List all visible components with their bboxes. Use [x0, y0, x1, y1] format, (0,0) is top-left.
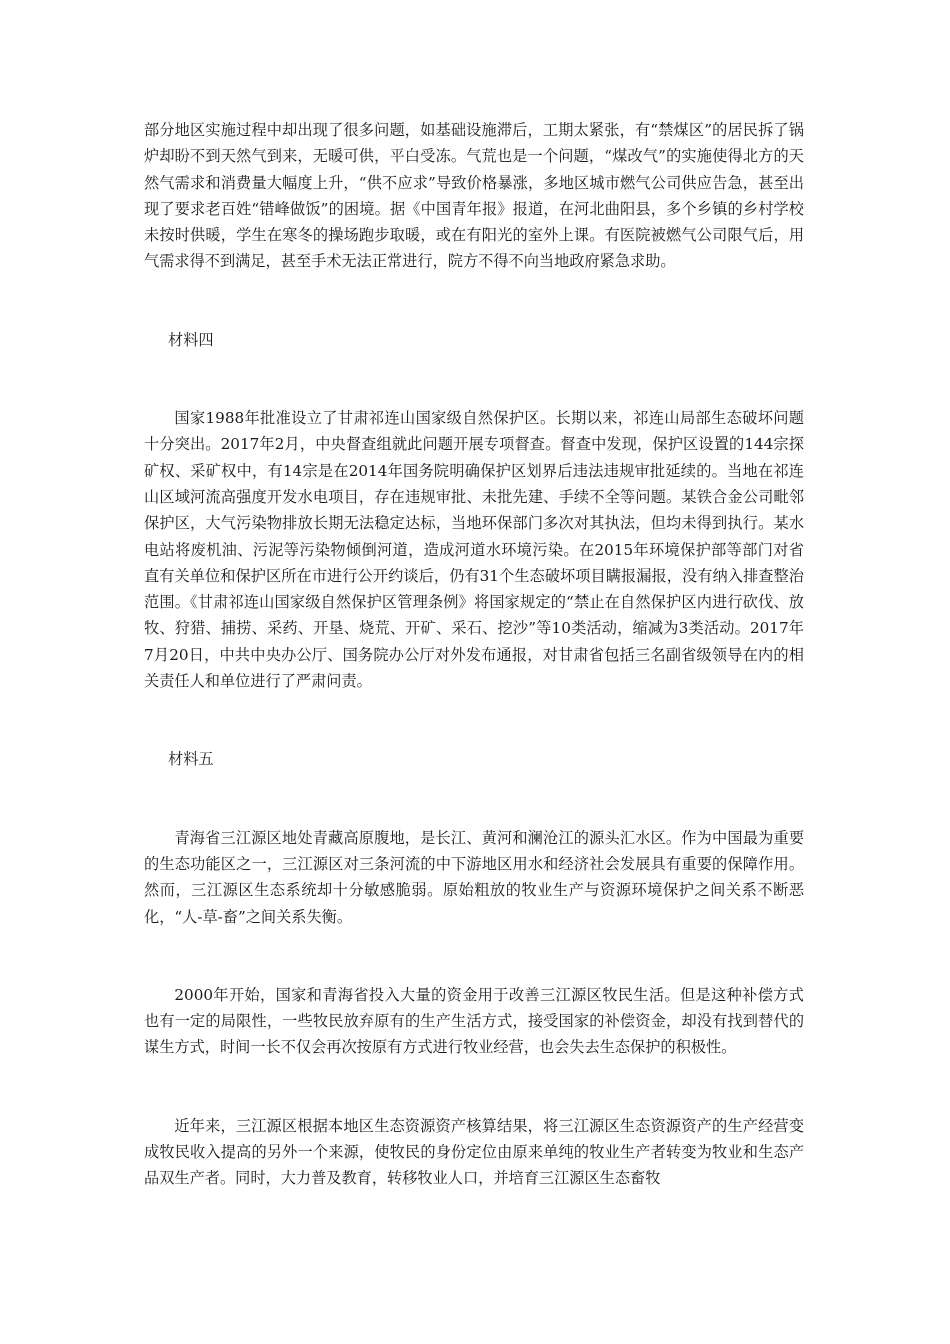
- paragraph-continued: 部分地区实施过程中却出现了很多问题，如基础设施滞后，工期太紧张，有“禁煤区”的居民拆了锅炉却盼不到天然气到来，无暖可供，平白受冻。气荒也是一个问题，“煤改气”的实施使得北方的天然气需求和消费量大幅度上升，“供不应求”导致价格暴涨，多地区城市燃气公司供应告急，甚至出现了要求老百姓“错峰做饭”的困境。据《中国青年报》报道，在河北曲阳县，多个乡镇的乡村学校未按时供暖，学生在寒冬的操场跑步取暖，或在有阳光的室外上课。有医院被燃气公司限气后，用气需求得不到满足，甚至手术无法正常进行，院方不得不向当地政府紧急求助。: [144, 121, 804, 271]
- document-body: [144, 117, 804, 1192]
- material-five-heading: 材料五: [168, 750, 214, 769]
- material-five-paragraph-3: 近年来，三江源区根据本地区生态资源资产核算结果，将三江源区生态资源资产的生产经营变成牧民收入提高的另外一个来源，使牧民的身份定位由原来单纯的牧业生产者转变为牧业和生态产品双生产者。同时，大力普及教育，转移牧业人口，并培育三江源区生态畜牧: [144, 1116, 804, 1188]
- material-five-paragraph-2: 2000年开始，国家和青海省投入大量的资金用于改善三江源区牧民生活。但是这种补偿方式也有一定的局限性，一些牧民放弃原有的生产生活方式，接受国家的补偿资金，却没有找到替代的谋生方式，时间一长不仅会再次按原有方式进行牧业经营，也会失去生态保护的积极性。: [144, 985, 804, 1057]
- material-four-heading: 材料四: [168, 330, 214, 349]
- material-five-paragraph-1: 青海省三江源区地处青藏高原腹地，是长江、黄河和澜沧江的源头汇水区。作为中国最为重要的生态功能区之一，三江源区对三条河流的中下游地区用水和经济社会发展具有重要的保障作用。然而，三江源区生态系统却十分敏感脆弱。原始粗放的牧业生产与资源环境保护之间关系不断恶化，“人-草-畜”之间关系失衡。: [144, 828, 804, 926]
- material-four-paragraph: 国家1988年批准设立了甘肃祁连山国家级自然保护区。长期以来，祁连山局部生态破坏问题十分突出。2017年2月，中央督查组就此问题开展专项督查。督查中发现，保护区设置的144宗探矿权、采矿权中，有14宗是在2014年国务院明确保护区划界后违法违规审批延续的。当地在祁连山区域河流高强度开发水电项目，存在违规审批、未批先建、手续不全等问题。某铁合金公司毗邻保护区，大气污染物排放长期无法稳定达标，当地环保部门多次对其执法，但均未得到执行。某水电站将废机油、污泥等污染物倾倒河道，造成河道水环境污染。在2015年环境保护部等部门对省直有关单位和保护区所在市进行公开约谈后，仍有31个生态破坏项目瞒报漏报，没有纳入排查整治范围。《甘肃祁连山国家级自然保护区管理条例》将国家规定的“禁止在自然保护区内进行砍伐、放牧、狩猎、捕捞、采药、开垦、烧荒、开矿、采石、挖沙”等10类活动，缩减为3类活动。2017年7月20日，中共中央办公厅、国务院办公厅对外发布通报，对甘肃省包括三名副省级领导在内的相关责任人和单位进行了严肃问责。: [144, 409, 804, 691]
